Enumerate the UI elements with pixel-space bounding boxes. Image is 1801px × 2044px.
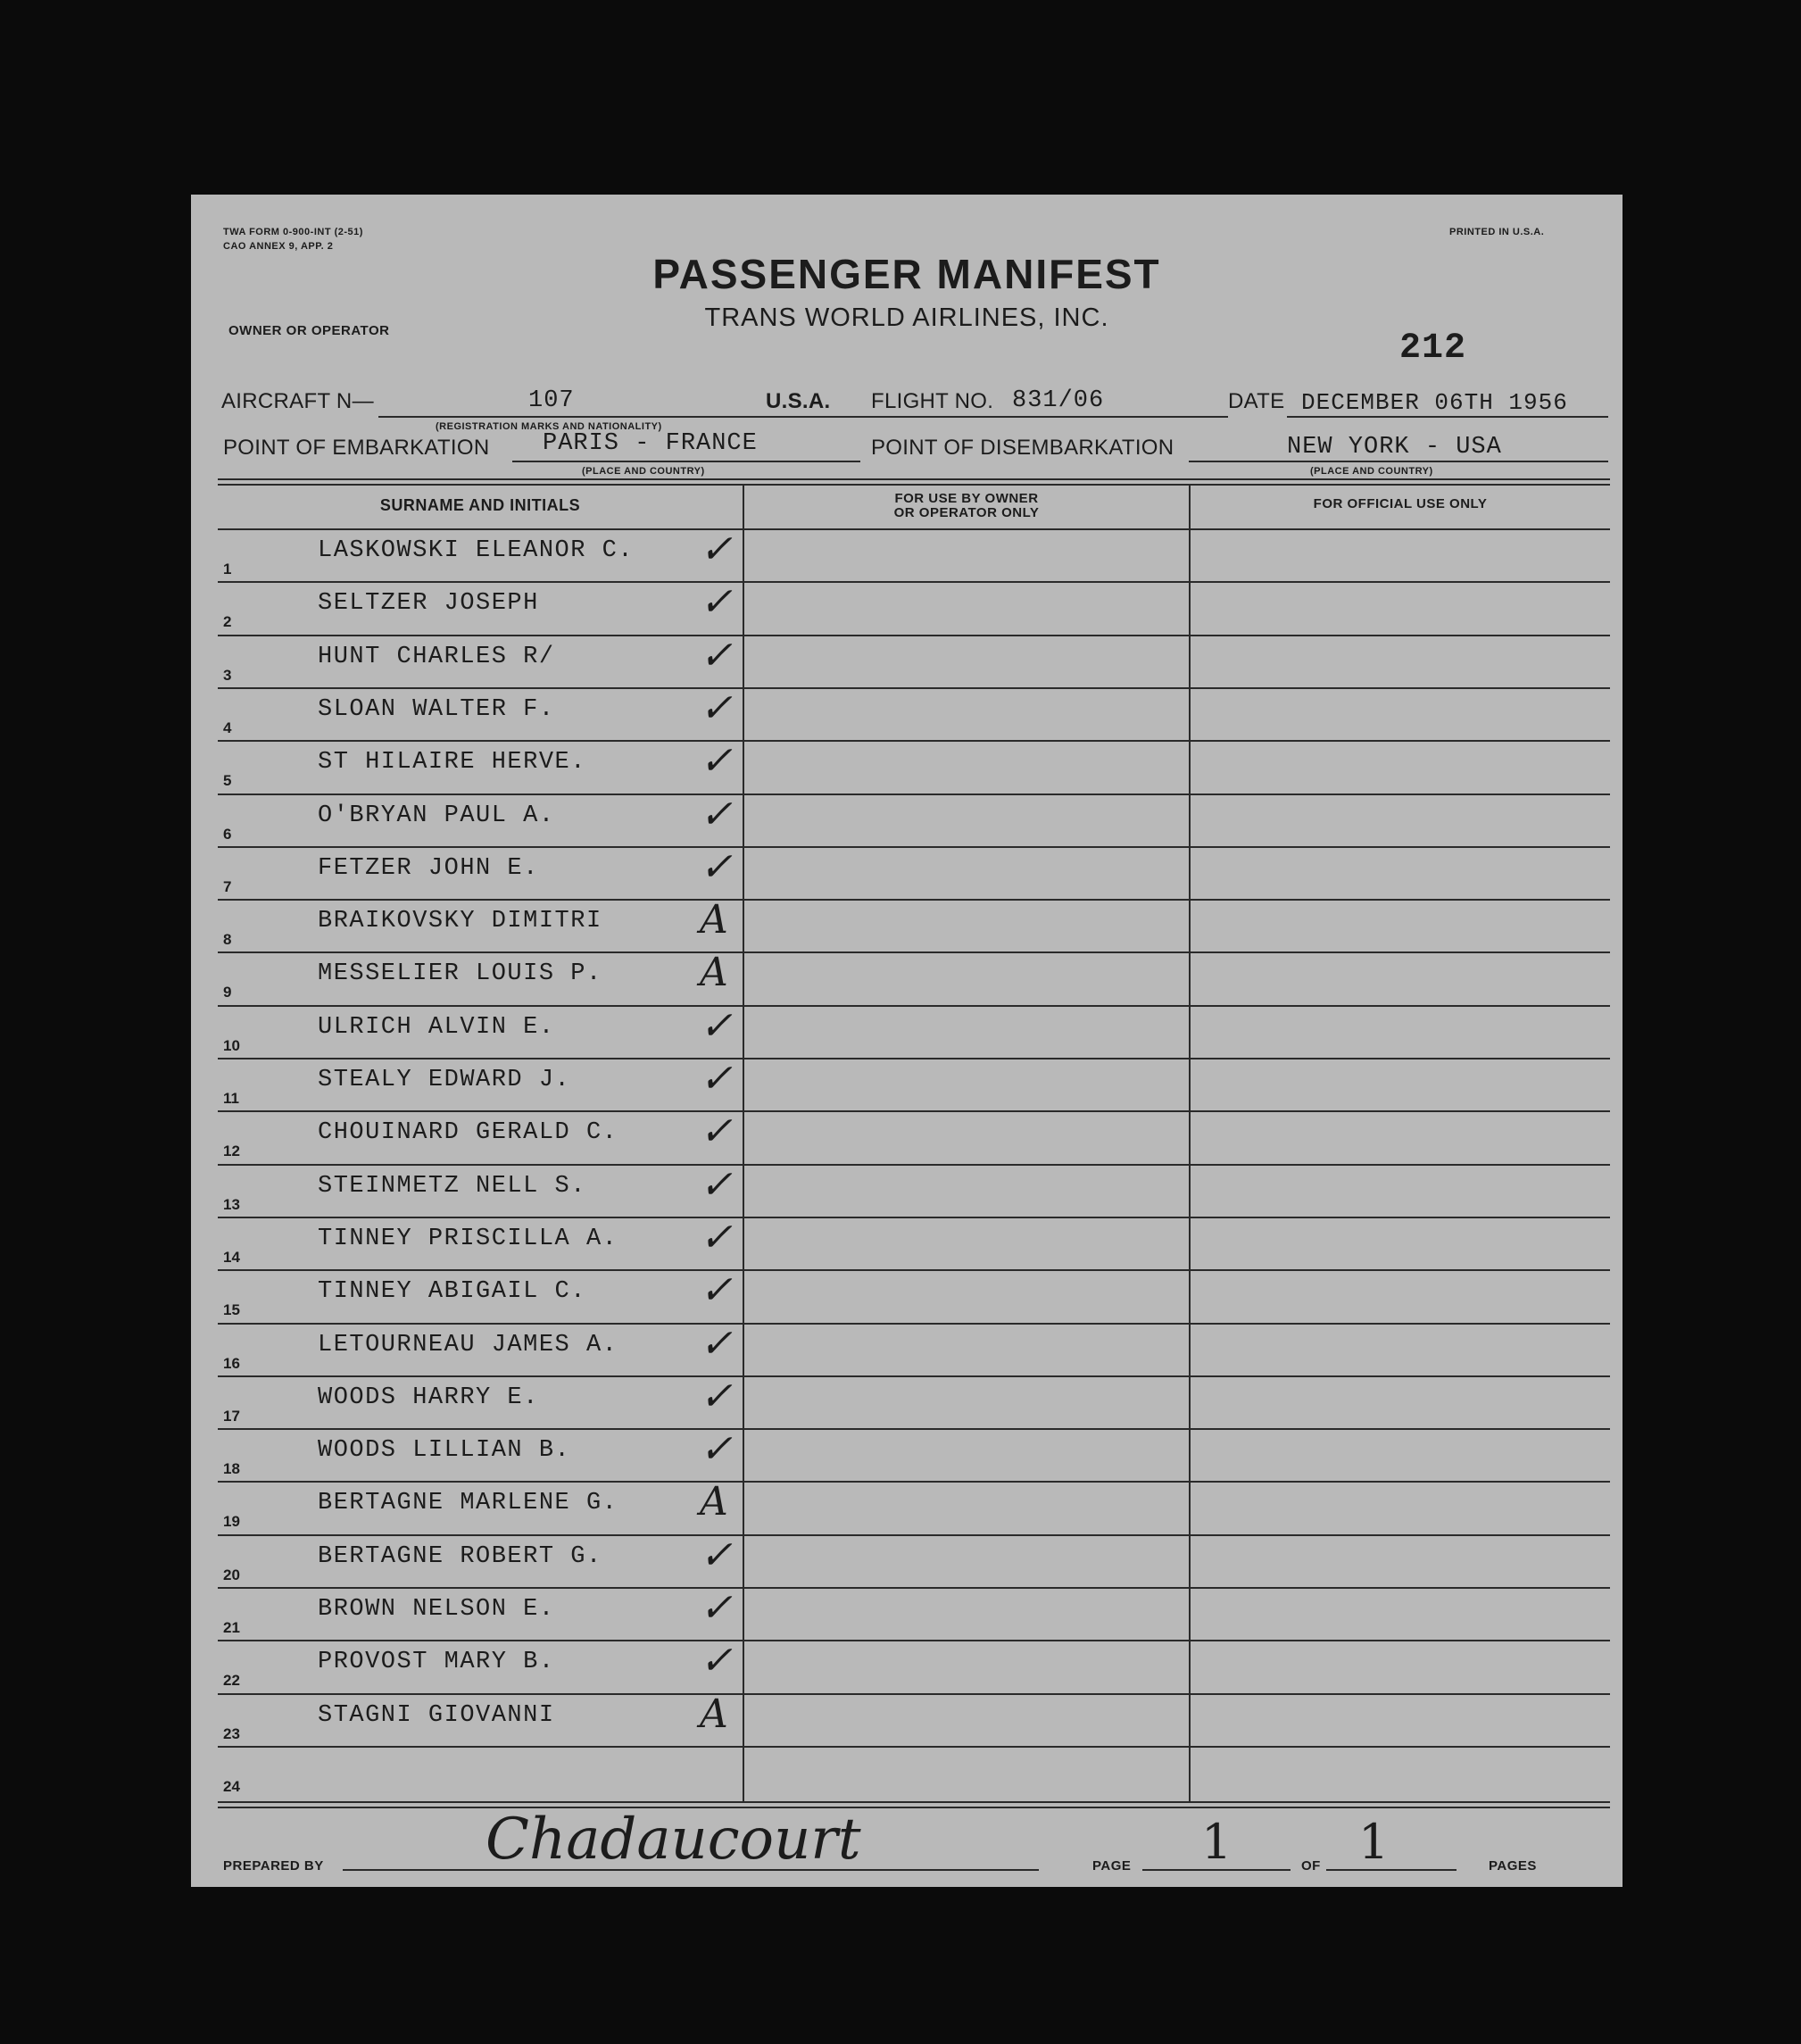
row-number: 23 [223, 1724, 240, 1742]
prepared-by-signature: Chadaucourt [486, 1807, 861, 1873]
check-mark: ✓ [700, 1320, 733, 1367]
passenger-name: BERTAGNE MARLENE G. [318, 1490, 618, 1517]
check-mark: A [700, 897, 728, 943]
check-mark: ✓ [700, 1002, 733, 1049]
embarkation-value: PARIS - FRANCE [543, 430, 758, 457]
check-mark: ✓ [700, 843, 733, 890]
check-mark: ✓ [700, 632, 733, 678]
disembarkation-label: POINT OF DISEMBARKATION [871, 436, 1174, 460]
row-number: 16 [223, 1354, 240, 1372]
check-mark: ✓ [700, 527, 733, 572]
row-number: 3 [223, 666, 232, 684]
row-number: 13 [223, 1195, 240, 1213]
row-number: 10 [223, 1036, 240, 1054]
check-mark: ✓ [700, 1638, 733, 1684]
passenger-name: ULRICH ALVIN E. [318, 1013, 555, 1041]
owner-label: OWNER OR OPERATOR [228, 323, 390, 338]
form-annex: CAO ANNEX 9, APP. 2 [223, 241, 334, 252]
passenger-name: FETZER JOHN E. [318, 854, 539, 882]
embarkation-note: (PLACE AND COUNTRY) [582, 466, 705, 477]
row-number: 19 [223, 1513, 240, 1531]
manifest-sheet [191, 195, 1623, 1887]
passenger-name: BROWN NELSON E. [318, 1596, 555, 1623]
page-value: 1 [1201, 1814, 1232, 1870]
aircraft-value: 107 [528, 387, 575, 414]
row-number: 6 [223, 825, 232, 843]
check-mark: ✓ [700, 1109, 733, 1155]
check-mark: ✓ [700, 1532, 733, 1578]
passenger-name: WOODS HARRY E. [318, 1383, 539, 1411]
passenger-name: LASKOWSKI ELEANOR C. [318, 537, 635, 564]
row-number: 20 [223, 1566, 240, 1583]
disembarkation-note: (PLACE AND COUNTRY) [1310, 466, 1433, 477]
embarkation-label: POINT OF EMBARKATION [223, 436, 490, 460]
flight-label: FLIGHT NO. [871, 389, 994, 413]
row-number: 14 [223, 1248, 240, 1266]
row-number: 24 [223, 1777, 240, 1795]
passenger-name: SLOAN WALTER F. [318, 695, 555, 723]
check-mark: ✓ [700, 1585, 733, 1631]
passenger-name: MESSELIER LOUIS P. [318, 960, 602, 988]
printed-note: PRINTED IN U.S.A. [1449, 227, 1545, 237]
passenger-name: STEINMETZ NELL S. [318, 1172, 586, 1200]
passenger-name: TINNEY PRISCILLA A. [318, 1225, 618, 1252]
check-mark: ✓ [700, 1373, 733, 1419]
check-mark: ✓ [700, 738, 733, 785]
passenger-name: ST HILAIRE HERVE. [318, 749, 586, 777]
passenger-name: SELTZER JOSEPH [318, 590, 539, 618]
col-operator-header-1: FOR USE BY OWNER [894, 491, 1039, 506]
passenger-name: LETOURNEAU JAMES A. [318, 1331, 618, 1359]
check-mark: ✓ [700, 1214, 733, 1260]
of-label: OF [1301, 1858, 1321, 1874]
page-label: PAGE [1092, 1858, 1132, 1874]
row-number: 4 [223, 719, 232, 736]
form-id: TWA FORM 0-900-INT (2-51) [223, 227, 363, 237]
passenger-name: HUNT CHARLES R/ [318, 643, 555, 670]
date-value: DECEMBER 06TH 1956 [1301, 389, 1568, 416]
check-mark: ✓ [700, 579, 733, 626]
row-number: 5 [223, 772, 232, 790]
check-mark: ✓ [700, 1267, 733, 1314]
check-mark: ✓ [700, 1056, 733, 1101]
row-number: 1 [223, 561, 232, 577]
row-number: 22 [223, 1672, 240, 1690]
row-number: 8 [223, 931, 232, 949]
check-mark: ✓ [700, 791, 733, 837]
row-number: 12 [223, 1142, 240, 1160]
check-mark: ✓ [700, 685, 733, 731]
passenger-name: TINNEY ABIGAIL C. [318, 1278, 586, 1306]
passenger-name: BRAIKOVSKY DIMITRI [318, 908, 602, 935]
passenger-name: WOODS LILLIAN B. [318, 1437, 571, 1465]
disembarkation-value: NEW YORK - USA [1287, 434, 1502, 461]
usa-label: U.S.A. [766, 389, 831, 413]
passenger-name: BERTAGNE ROBERT G. [318, 1542, 602, 1570]
row-number: 21 [223, 1619, 240, 1636]
page-title: PASSENGER MANIFEST [652, 251, 1161, 297]
passenger-name: STEALY EDWARD J. [318, 1067, 571, 1093]
registration-note: (REGISTRATION MARKS AND NATIONALITY) [436, 421, 662, 432]
row-number: 15 [223, 1301, 240, 1319]
check-mark: A [700, 1691, 728, 1737]
row-number: 7 [223, 877, 232, 895]
passenger-name: CHOUINARD GERALD C. [318, 1119, 618, 1147]
row-number: 9 [223, 984, 232, 1001]
of-value: 1 [1358, 1814, 1390, 1870]
sheet-number: 212 [1399, 328, 1467, 369]
date-label: DATE [1228, 389, 1285, 413]
check-mark: ✓ [700, 1161, 733, 1208]
row-number: 2 [223, 613, 232, 631]
prepared-by-label: PREPARED BY [223, 1858, 324, 1874]
row-number: 18 [223, 1460, 240, 1478]
passenger-name: PROVOST MARY B. [318, 1649, 555, 1676]
aircraft-label: AIRCRAFT N— [221, 389, 374, 413]
check-mark: A [700, 1479, 728, 1525]
passenger-name: STAGNI GIOVANNI [318, 1701, 555, 1729]
col-official-header: FOR OFFICIAL USE ONLY [1313, 496, 1488, 511]
row-number: 11 [223, 1090, 239, 1107]
flight-value: 831/06 [1012, 387, 1105, 414]
col-surname-header: SURNAME AND INITIALS [379, 496, 581, 514]
col-operator-header-2: OR OPERATOR ONLY [893, 505, 1040, 520]
passenger-name: O'BRYAN PAUL A. [318, 802, 555, 829]
check-mark: ✓ [700, 1426, 733, 1473]
check-mark: A [700, 950, 728, 996]
pages-label: PAGES [1489, 1858, 1537, 1874]
row-number: 17 [223, 1407, 240, 1425]
airline-name: TRANS WORLD AIRLINES, INC. [704, 303, 1109, 332]
